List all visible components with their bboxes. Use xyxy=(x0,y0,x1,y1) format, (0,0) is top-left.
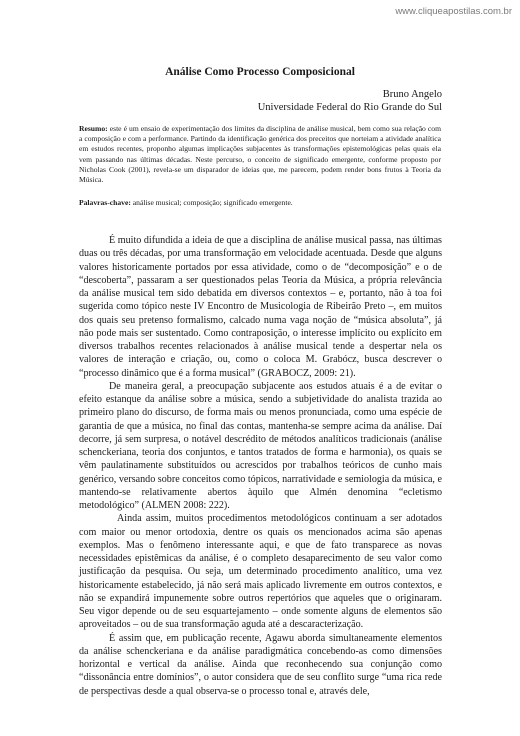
keywords xyxy=(79,198,441,208)
author-name: Bruno Angelo xyxy=(382,89,442,100)
abstract xyxy=(79,124,441,185)
author-affiliation: Universidade Federal do Rio Grande do Sul xyxy=(257,102,442,113)
body-paragraph: De maneira geral, a preocupação subjacente aos estudos atuais é a de evitar o efeito estanque da análise sobre a música, sendo a subjetividade do analista trazida ao primeiro plano do discurso, de forma mais ou menos pronunciada, como uma espécie de garantia de que a música, no final das contas, mantenha-se sempre acima da análise. Daí decorre, já sem surpresa, o notável descrédito de métodos analíticos tradicionais (análise schenckeriana, teoria dos conjuntos, e tantos tratados de forma e harmonia), os quais se vêm paulatinamente substituídos ou acrescidos por trabalhos teóricos de cunho mais genérico, versando sobre conceitos como tópicos, narratividade e semiologia da música, e mantendo-se relativamente abertos àquilo que Almén denomina “ecletismo metodológico” (ALMEN 2008: 222). xyxy=(79,380,442,511)
abstract-label: Resumo: xyxy=(79,124,108,133)
body-paragraph: É muito difundida a ideia de que a disciplina de análise musical passa, nas últimas duas ou três décadas, por uma transformação em velocidade acentuada. Desde que alguns valores historicamente portados por essa atividade, como o de “decomposição” e o de “descoberta”, passaram a ser questionados pelas Teoria da Música, a própria relevância da análise musical tem sido debatida em diversos contextos – e, portanto, não à toa foi sugerida como tópico neste IV Encontro de Musicologia de Ribeirão Preto –, em muitos dos quais seu pretenso formalismo, calcado numa vaga noção de “música absoluta”, já não pode mais ser sustentado. Como contraposição, o interesse implícito ou explícito em diversos trabalhos recentes relacionados à análise musical tende a despertar nela os valores de interação e criação, ou, como o coloca M. Grabócz, busca descrever o “processo dinâmico que é a forma musical” (GRABOCZ, 2009: 21). xyxy=(79,235,442,379)
watermark-url: www.cliqueapostilas.com.br xyxy=(395,6,512,17)
author-block xyxy=(258,88,442,114)
body-text xyxy=(79,234,442,698)
paper-title: Análise Como Processo Composicional xyxy=(165,66,355,78)
body-paragraph: Ainda assim, muitos procedimentos metodológicos continuam a ser adotados com maior ou menor ortodoxia, dentre os quais os mencionados acima são apenas exemplos. Mas o fenômeno interessante aqui, e que de fato transparece as novas necessidades epistêmicas da análise, é o completo desaparecimento de seu valor como justificação da pesquisa. Ou seja, um determinado procedimento analítico, uma vez historicamente estabelecido, já não será mais aplicado livremente em outros contextos, e não se expandirá impunemente sobre outros repertórios que aqueles que o originaram. Seu vigor depende ou de seu esquartejamento – onde somente alguns de elementos são aproveitados – ou de sua transformação aguda até a descaracterização. xyxy=(79,513,442,631)
body-paragraph: É assim que, em publicação recente, Agawu aborda simultaneamente elementos da análise schenckeriana e da análise paradigmática concebendo-as como dimensões horizontal e vertical da análise. Ainda que reconhecendo sua conjunção como “dissonância entre domínios”, o autor considera que de seu conflito surge “uma rica rede de perspectivas desde a qual observa-se o processo tonal e, através dele, xyxy=(79,632,442,697)
keywords-label: Palavras-chave: xyxy=(79,198,131,207)
abstract-text: este é um ensaio de experimentação dos limites da disciplina de análise musical, bem como sua relação com a composição e com a performance. Partindo da identificação genérica dos preceitos que norteiam a atividade analítica em estudos recentes, proponho algumas implicações subjacentes às transformações epistemológicas pelas quais ela vem passando nas últimas décadas. Neste percurso, o conceito de significado emergente, conforme proposto por Nicholas Cook (2001), revela-se um disparador de ideias que, me parecem, podem render bons frutos à Teoria da Música. xyxy=(79,124,441,185)
keywords-text: análise musical; composição; significado emergente. xyxy=(132,198,293,207)
